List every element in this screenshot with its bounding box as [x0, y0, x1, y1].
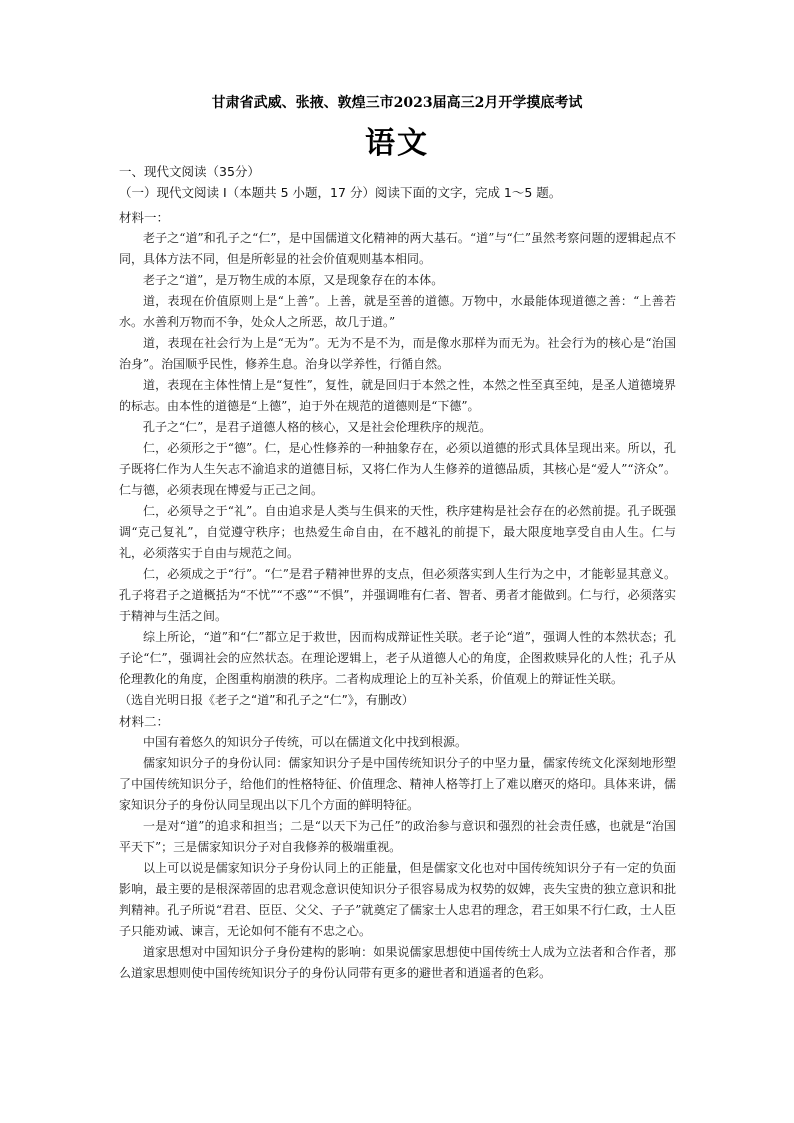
material-label: 材料二：	[119, 714, 170, 729]
paragraph: 一是对“道”的追求和担当；二是“以天下为己任”的政治参与意识和强烈的社会责任感，也就是“治国平天下”；三是儒家知识分子对自我修养的极端重视。	[119, 819, 676, 854]
paragraph: 仁，必须成之于“行”。“仁”是君子精神世界的支点，但必须落实到人生行为之中，才能彰显其意义。孔子将君子之道概括为“不忧”“不惑”“不惧”，并强调唯有仁者、智者、勇者才能做到。仁与行，必须落实于精神与生活之间。	[119, 567, 677, 623]
paragraph: 以上可以说是儒家知识分子身份认同上的正能量，但是儒家文化也对中国传统知识分子有一定的负面影响，最主要的是根深蒂固的忠君观念意识使知识分子很容易成为权势的奴婢，丧失宝贵的独立意识和批判精神。孔子所说“君君、臣臣、父父、子子”就奠定了儒家士人忠君的理念，君王如果不行仁政，士人臣子只能劝诫、谏言，无论如何不能有不忠之心。	[119, 861, 676, 938]
paragraph: 儒家知识分子的身份认同：儒家知识分子是中国传统知识分子的中坚力量，儒家传统文化深刻地形塑了中国传统知识分子，给他们的性格特征、价值理念、精神人格等打上了难以磨灭的烙印。具体来讲，儒家知识分子的身份认同呈现出以下几个方面的鲜明特征。	[119, 756, 676, 812]
paragraph: 道，表现在价值原则上是“上善”。上善，就是至善的道德。万物中，水最能体现道德之善：“上善若水。水善利万物而不争，处众人之所恶，故几于道。”	[119, 294, 676, 329]
paragraph: 综上所论，“道”和“仁”都立足于救世，因而构成辩证性关联。老子论“道”，强调人性的本然状态；孔子论“仁”，强调社会的应然状态。在理论逻辑上，老子从道德人心的角度，企图救赎异化的人性；孔子从伦理教化的角度，企图重构崩溃的秩序。二者构成理论上的互补关系，价值观上的辩证性关联。	[119, 630, 676, 686]
paragraph: 道家思想对中国知识分子身份建构的影响：如果说儒家思想使中国传统士人成为立法者和合作者，那么道家思想则使中国传统知识分子的身份认同带有更多的避世者和逍遥者的色彩。	[119, 945, 676, 980]
material-label: 材料一：	[119, 210, 170, 225]
paragraph: 孔子之“仁”，是君子道德人格的核心，又是社会伦理秩序的规范。	[143, 420, 492, 434]
exam-title: 甘肃省武威、张掖、敦煌三市2023届高三2月开学摸底考试	[211, 95, 583, 111]
paragraph: 道，表现在社会行为上是“无为”。无为不是不为，而是像水那样为而无为。社会行为的核心是“治国治身”。治国顺乎民性，修养生息。治身以学养性，行循自然。	[119, 336, 676, 371]
article-body	[119, 207, 676, 984]
section-heading: 一、现代文阅读（35分）	[119, 164, 260, 179]
paragraph: 仁，必须导之于“礼”。自由追求是人类与生俱来的天性，秩序建构是社会存在的必然前提。孔子既强调“克己复礼”，自觉遵守秩序；也热爱生命自由，在不越礼的前提下，最大限度地享受自由人生。仁与礼，必须落实于自由与规范之间。	[119, 504, 676, 560]
paragraph: 老子之“道”，是万物生成的本原，又是现象存在的本体。	[143, 273, 444, 287]
paragraph: 仁，必须形之于“德”。仁，是心性修养的一种抽象存在，必须以道德的形式具体呈现出来。所以，孔子既将仁作为人生矢志不渝追求的道德目标，又将仁作为人生修养的道德品质，其核心是“爱人”“济众”。仁与德，必须表现在博爱与正己之间。	[119, 441, 676, 497]
paragraph: 道，表现在主体性情上是“复性”，复性，就是回归于本然之性，本然之性至真至纯，是圣人道德境界的标志。由本性的道德是“上德”，迫于外在规范的道德则是“下德”。	[119, 378, 676, 413]
paragraph: 老子之“道”和孔子之“仁”，是中国儒道文化精神的两大基石。“道”与“仁”虽然考察问题的逻辑起点不同，具体方法不同，但是所彰显的社会价值观则基本相同。	[119, 231, 676, 266]
subject-title: 语文	[365, 126, 429, 161]
subsection-heading: （一）现代文阅读 I（本题共 5 小题，17 分）阅读下面的文字，完成 1～5 题。	[119, 185, 562, 200]
paragraph: 中国有着悠久的知识分子传统，可以在儒道文化中找到根源。	[143, 735, 468, 749]
source-citation: （选自光明日报《老子之“道”和孔子之“仁”》，有删改）	[119, 693, 414, 707]
